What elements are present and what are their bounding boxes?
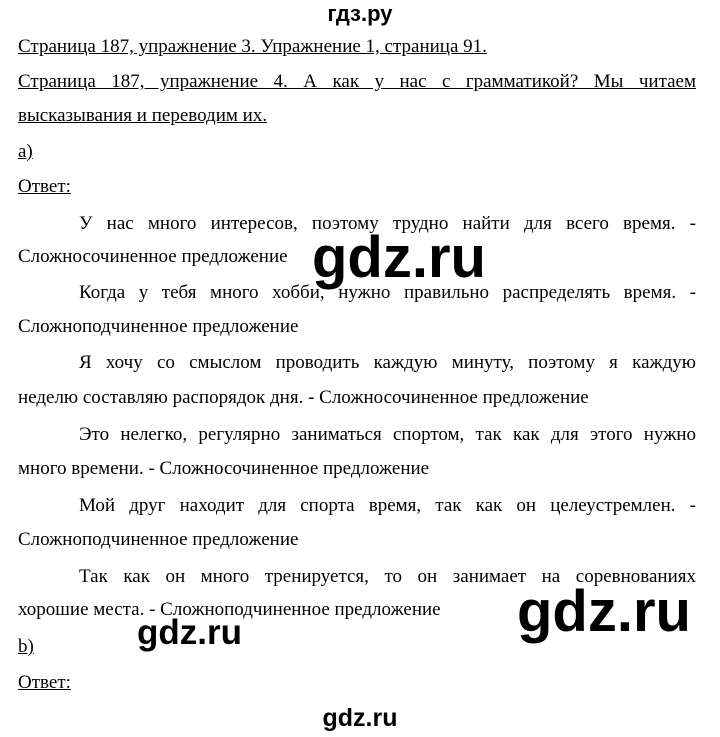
sentence-5-line2: Сложноподчиненное предложение: [18, 529, 299, 550]
sentence-2-line1: Когда у тебя много хобби, нужно правильно распределять время. -: [79, 282, 696, 303]
sentence-1-line1: У нас много интересов, поэтому трудно найти для всего время. -: [79, 213, 696, 234]
exercise-3-heading: Страница 187, упражнение 3. Упражнение 1, страница 91.: [18, 36, 487, 57]
answer-a-label: Ответ:: [18, 176, 71, 197]
part-a-label: a): [18, 141, 33, 162]
sentence-3-line2: неделю составляю распорядок дня. - Сложносочиненное предложение: [18, 387, 589, 408]
exercise-4-heading-line2: высказывания и переводим их.: [18, 105, 268, 126]
sentence-3-line1: Я хочу со смыслом проводить каждую минуту, поэтому я каждую: [79, 352, 696, 373]
part-b-label: b): [18, 636, 34, 657]
sentence-6-line2: хорошие места. - Сложноподчиненное предложение: [18, 599, 441, 620]
sentence-4-line1: Это нелегко, регулярно заниматься спортом, так как для этого нужно: [79, 424, 696, 445]
sentence-6-line1: Так как он много тренируется, то он занимает на соревнованиях: [79, 566, 696, 587]
watermark-gdz-1: gdz.ru: [312, 225, 486, 290]
sentence-5-line1: Мой друг находит для спорта время, так как он целеустремлен. -: [79, 495, 696, 516]
watermark-gdz-footer: gdz.ru: [322, 704, 398, 732]
sentence-1-line2: Сложносочиненное предложение: [18, 246, 288, 267]
watermark-gdz-3: gdz.ru: [137, 613, 242, 652]
answer-b-label: Ответ:: [18, 672, 71, 693]
site-header: гдз.ру: [327, 1, 393, 26]
sentence-4-line2: много времени. - Сложносочиненное предложение: [18, 458, 430, 479]
exercise-4-heading-line1: Страница 187, упражнение 4. А как у нас с грамматикой? Мы читаем: [18, 71, 696, 92]
watermark-gdz-2: gdz.ru: [517, 579, 691, 644]
sentence-2-line2: Сложноподчиненное предложение: [18, 316, 299, 337]
